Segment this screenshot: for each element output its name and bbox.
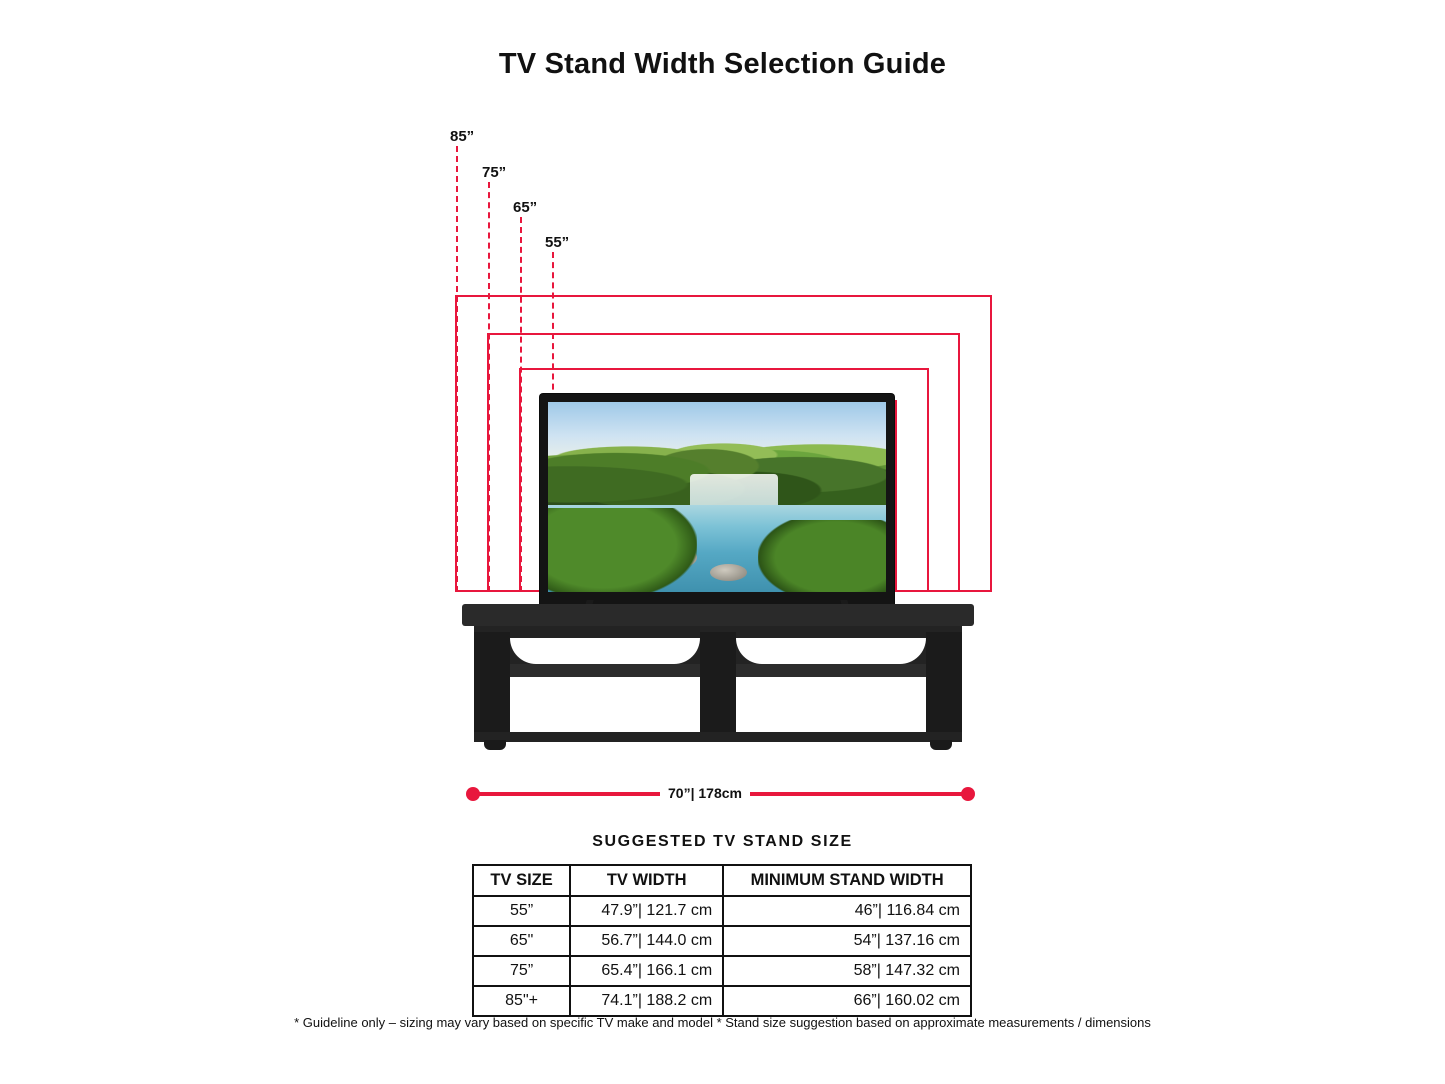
cell-min-stand-width: 66”| 160.02 cm	[723, 986, 971, 1016]
stand-top-surface	[462, 604, 974, 626]
table-header-row	[473, 865, 971, 896]
table-row	[473, 956, 971, 986]
stand-side-panel-left	[474, 632, 510, 736]
page-title: TV Stand Width Selection Guide	[498, 48, 947, 80]
tv-screen	[548, 402, 886, 592]
cell-tv-size: 55”	[473, 896, 570, 926]
table-row	[473, 986, 971, 1016]
column-header-tv-width: TV WIDTH	[570, 865, 723, 896]
dimension-label: 70”| 178cm	[660, 785, 750, 801]
stand-cubby-upper-right	[736, 638, 926, 664]
cell-min-stand-width: 46”| 116.84 cm	[723, 896, 971, 926]
stand-bottom-rail	[474, 732, 962, 742]
stand-cubby-lower-right	[736, 677, 926, 732]
table-row	[473, 926, 971, 956]
tv-stand	[462, 604, 974, 749]
leader-line-65	[520, 217, 522, 592]
cell-tv-width: 65.4”| 166.1 cm	[570, 956, 723, 986]
stand-center-divider	[700, 632, 736, 736]
cell-tv-size: 75”	[473, 956, 570, 986]
cell-tv-width: 74.1”| 188.2 cm	[570, 986, 723, 1016]
cell-tv-size: 65"	[473, 926, 570, 956]
table-row	[473, 896, 971, 926]
screen-moss-left	[548, 508, 697, 592]
screen-moss-right	[758, 520, 886, 592]
tv-stand-size-table	[472, 864, 972, 1017]
size-label-75: 75”	[482, 164, 507, 181]
column-header-min-stand-width: MINIMUM STAND WIDTH	[723, 865, 971, 896]
leader-line-85	[456, 146, 458, 592]
tv-frame	[540, 394, 894, 609]
column-header-tv-size: TV SIZE	[473, 865, 570, 896]
stand-foot-left	[484, 740, 506, 750]
stand-shelf-left	[510, 664, 700, 677]
cell-min-stand-width: 54”| 137.16 cm	[723, 926, 971, 956]
table-heading: SUGGESTED TV STAND SIZE	[592, 833, 853, 850]
cell-min-stand-width: 58”| 147.32 cm	[723, 956, 971, 986]
cell-tv-width: 47.9”| 121.7 cm	[570, 896, 723, 926]
footnote: * Guideline only – sizing may vary based on specific TV make and model * Stand size suggestion based on approximate measurements / dimensions	[294, 1015, 1151, 1030]
screen-rock	[710, 564, 747, 581]
stand-foot-right	[930, 740, 952, 750]
cell-tv-size: 85"+	[473, 986, 570, 1016]
stand-side-panel-right	[926, 632, 962, 736]
stand-cubby-upper-left	[510, 638, 700, 664]
size-label-85: 85”	[450, 128, 475, 145]
stand-shelf-right	[736, 664, 926, 677]
size-label-65: 65”	[513, 199, 538, 216]
cell-tv-width: 56.7”| 144.0 cm	[570, 926, 723, 956]
size-label-55: 55”	[545, 234, 570, 251]
screen-waterfall	[690, 474, 778, 504]
leader-line-75	[488, 182, 490, 592]
stand-cubby-lower-left	[510, 677, 700, 732]
